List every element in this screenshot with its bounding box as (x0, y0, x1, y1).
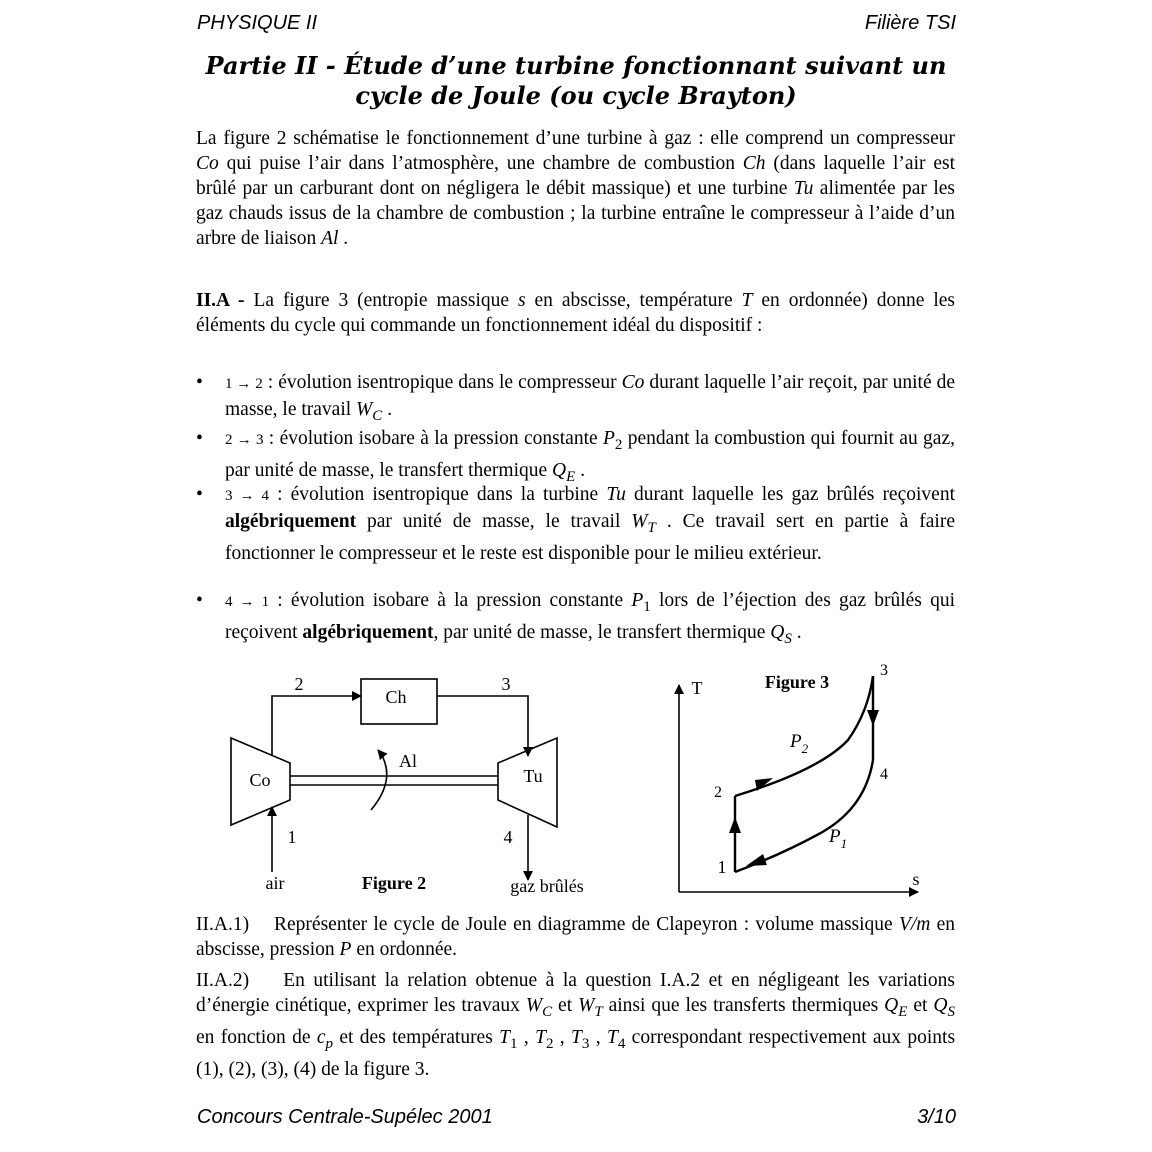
title-line-2: cycle de Joule (ou cycle Brayton) (355, 81, 797, 110)
point-1-label: 1 (717, 857, 727, 877)
intro-paragraph: La figure 2 schématise le fonctionnement d’une turbine à gaz : elle comprend un compresseur Co qui puise l’air dans l’atmosphère, une chambre de combustion Ch (dans laquelle l’air est brûlé par un carburant dont on négligera le débit massique) et une turbine Tu alimentée par les gaz chauds issus de la chambre de combustion ; la turbine entraîne le compresseur à l’aide d’un arbre de liaison Al . (196, 128, 956, 249)
header-right: Filière TSI (864, 12, 956, 34)
point-2-label: 2 (294, 674, 304, 694)
bullet-icon: • (196, 484, 203, 505)
arrow-1-2-icon (729, 817, 741, 833)
section-iia-paragraph: II.A - La figure 3 (entropie massique s en abscisse, température T en ordonnée) donne les éléments du cycle qui commande un fonctionnement idéal du dispositif : (196, 290, 955, 336)
air-label: air (265, 873, 285, 893)
point-4-label: 4 (880, 766, 888, 783)
header-left: PHYSIQUE II (197, 12, 318, 34)
point-1-label: 1 (287, 827, 297, 847)
footer-left: Concours Centrale-Supélec 2001 (197, 1106, 493, 1128)
point-4-label: 4 (503, 827, 513, 847)
arrow-3-4-icon (867, 710, 879, 726)
title-line-1: Partie II - Étude d’une turbine fonctionnant suivant un (205, 51, 947, 80)
isobar-p2-label: $P_2$ (790, 731, 809, 756)
isobar-p1-label: $P_1$ (829, 826, 848, 851)
footer-page-number: 3/10 (917, 1106, 956, 1128)
turbine-label: Tu (523, 766, 543, 786)
list-item: • 3 → 4 : évolution isentropique dans la turbine Tu durant laquelle les gaz brûlés reçoivent algébriquement par unité de masse, le travail $W_T$ . Ce travail sert en partie à faire fonctionner le compresseur et le reste est disponible pour le milieu extérieur. (196, 484, 955, 564)
question-number: II.A.1) (196, 914, 250, 935)
point-3-label: 3 (880, 662, 888, 679)
bullet-icon: • (196, 590, 203, 611)
list-item: • 4 → 1 : évolution isobare à la pression constante $P_1$ lors de l’éjection des gaz brûlés qui reçoivent algébriquement, par unité de masse, le transfert thermique $Q_S$ . (196, 590, 955, 647)
figure-2-caption: Figure 2 (361, 873, 427, 893)
list-item: • 1 → 2 : évolution isentropique dans le compresseur Co durant laquelle l’air reçoit, par unité de masse, le travail $W_C$ . (196, 372, 956, 424)
arrow-4-1-icon (746, 854, 767, 866)
figure-3-caption: Figure 3 (764, 672, 830, 692)
shaft-label: Al (399, 751, 417, 771)
compressor-label: Co (249, 770, 271, 790)
question-ii-a-1: II.A.1) Représenter le cycle de Joule en diagramme de Clapeyron : volume massique V/m en abscisse, pression P en ordonnée. (196, 914, 956, 960)
question-number: II.A.2) (196, 970, 250, 991)
exhaust-label: gaz brûlés (510, 876, 584, 896)
x-axis-label: s (912, 869, 920, 889)
path-4-1 (735, 760, 873, 872)
chamber-label: Ch (385, 687, 407, 707)
point-3-label: 3 (501, 674, 511, 694)
question-ii-a-2: II.A.2) En utilisant la relation obtenue à la question I.A.2 et en négligeant les variations d’énergie cinétique, exprimer les travaux $W_C$ et $W_T$ ainsi que les transferts thermiques $Q_E$ et $Q_S$ en fonction de $c_p$ et des températures $T_1$ , $T_2$ , $T_3$ , $T_4$ correspondant respectivement aux points (1), (2), (3), (4) de la figure 3. (196, 970, 956, 1080)
bullet-icon: • (196, 372, 203, 393)
bullet-icon: • (196, 428, 203, 449)
list-item: • 2 → 3 : évolution isobare à la pression constante $P_2$ pendant la combustion qui fournit au gaz, par unité de masse, le transfert thermique $Q_E$ . (196, 428, 955, 485)
y-axis-label: T (691, 678, 703, 698)
path-2-3 (735, 676, 873, 796)
point-2-label: 2 (714, 784, 722, 801)
section-label: II.A - (196, 290, 254, 311)
